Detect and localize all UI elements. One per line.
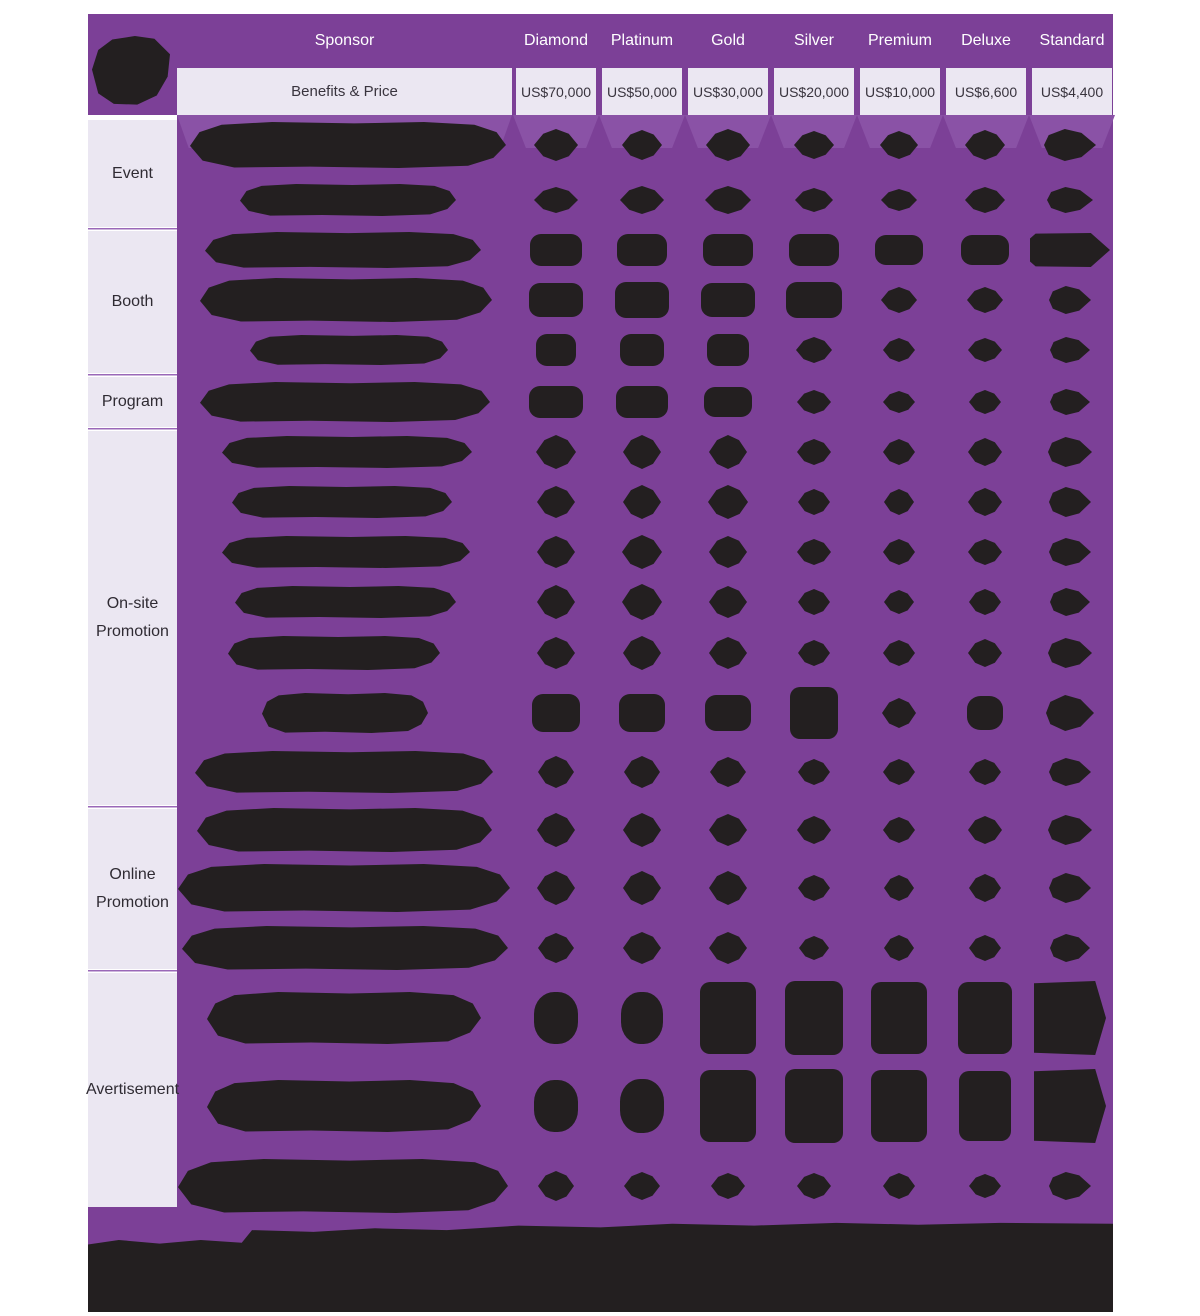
- tier-header-gold: Gold: [711, 32, 745, 49]
- redacted-mark: [704, 387, 752, 417]
- redacted-mark: [789, 234, 839, 266]
- redacted-mark: [529, 283, 583, 317]
- tier-price-premium: US$10,000: [860, 68, 940, 115]
- redacted-benefit-text: [190, 122, 506, 168]
- tier-header-deluxe: Deluxe: [961, 32, 1011, 49]
- category-label-event: Event: [88, 120, 177, 227]
- redacted-mark: [534, 1080, 578, 1132]
- redacted-benefit-text: [250, 335, 448, 365]
- redacted-mark: [534, 992, 578, 1044]
- redacted-mark: [620, 334, 664, 366]
- redacted-mark: [790, 687, 838, 739]
- redacted-benefit-text: [232, 486, 452, 518]
- redacted-mark: [959, 1071, 1011, 1141]
- tier-price-deluxe: US$6,600: [946, 68, 1026, 115]
- redacted-benefit-text: [235, 586, 456, 618]
- redacted-mark: [529, 386, 583, 418]
- redacted-mark: [700, 1070, 756, 1142]
- redacted-mark: [1034, 1069, 1106, 1143]
- redacted-mark: [617, 234, 667, 266]
- redacted-mark: [530, 234, 582, 266]
- tier-price-silver: US$20,000: [774, 68, 854, 115]
- benefits-price-label: Benefits & Price: [177, 68, 512, 115]
- tier-header-silver: Silver: [793, 32, 834, 49]
- category-label-online-promotion: Online Promotion: [88, 809, 177, 969]
- redacted-mark: [707, 334, 749, 366]
- redacted-mark: [958, 982, 1012, 1054]
- redacted-benefit-text: [200, 382, 490, 422]
- category-label-program: Program: [88, 377, 177, 427]
- redacted-mark: [786, 282, 842, 318]
- tier-header-diamond: Diamond: [523, 32, 589, 49]
- redacted-mark: [532, 694, 580, 732]
- category-label-booth: Booth: [88, 231, 177, 373]
- redacted-mark: [871, 982, 927, 1054]
- redacted-mark: [875, 235, 923, 265]
- redacted-mark: [701, 283, 755, 317]
- redacted-mark: [967, 696, 1003, 730]
- redacted-mark: [1034, 981, 1106, 1055]
- redacted-mark: [615, 282, 669, 318]
- tier-price-standard: US$4,400: [1032, 68, 1112, 115]
- category-label-avertisement: Avertisement: [88, 973, 177, 1207]
- redacted-mark: [621, 992, 663, 1044]
- tier-price-platinum: US$50,000: [602, 68, 682, 115]
- redacted-benefit-text: [205, 232, 481, 268]
- redacted-benefit-text: [197, 808, 492, 852]
- tier-price-diamond: US$70,000: [516, 68, 596, 115]
- redacted-mark: [619, 694, 665, 732]
- redacted-benefit-text: [182, 926, 508, 970]
- redacted-mark: [703, 234, 753, 266]
- redacted-mark: [705, 695, 751, 731]
- redacted-benefit-text: [262, 693, 428, 733]
- tier-header-standard: Standard: [1039, 32, 1105, 49]
- redacted-mark: [785, 981, 843, 1055]
- redacted-benefit-text: [222, 536, 470, 568]
- tier-header-premium: Premium: [867, 32, 932, 49]
- tier-header-platinum: Platinum: [610, 32, 674, 49]
- tier-price-gold: US$30,000: [688, 68, 768, 115]
- redacted-mark: [620, 1079, 664, 1133]
- redacted-mark: [536, 334, 576, 366]
- category-label-on-site-promotion: On-site Promotion: [88, 431, 177, 805]
- redacted-benefit-text: [178, 864, 510, 912]
- redacted-benefit-text: [240, 184, 456, 216]
- redacted-mark: [871, 1070, 927, 1142]
- redacted-benefit-text: [222, 436, 472, 468]
- redacted-mark: [616, 386, 668, 418]
- redacted-mark: [700, 982, 756, 1054]
- sponsor-header-label: Sponsor: [314, 32, 375, 49]
- redacted-benefit-text: [207, 992, 481, 1044]
- redacted-benefit-text: [207, 1080, 481, 1132]
- redacted-benefit-text: [178, 1159, 508, 1213]
- redacted-benefit-text: [195, 751, 493, 793]
- redacted-mark: [961, 235, 1009, 265]
- redacted-benefit-text: [200, 278, 492, 322]
- redacted-benefit-text: [228, 636, 440, 670]
- redacted-mark: [785, 1069, 843, 1143]
